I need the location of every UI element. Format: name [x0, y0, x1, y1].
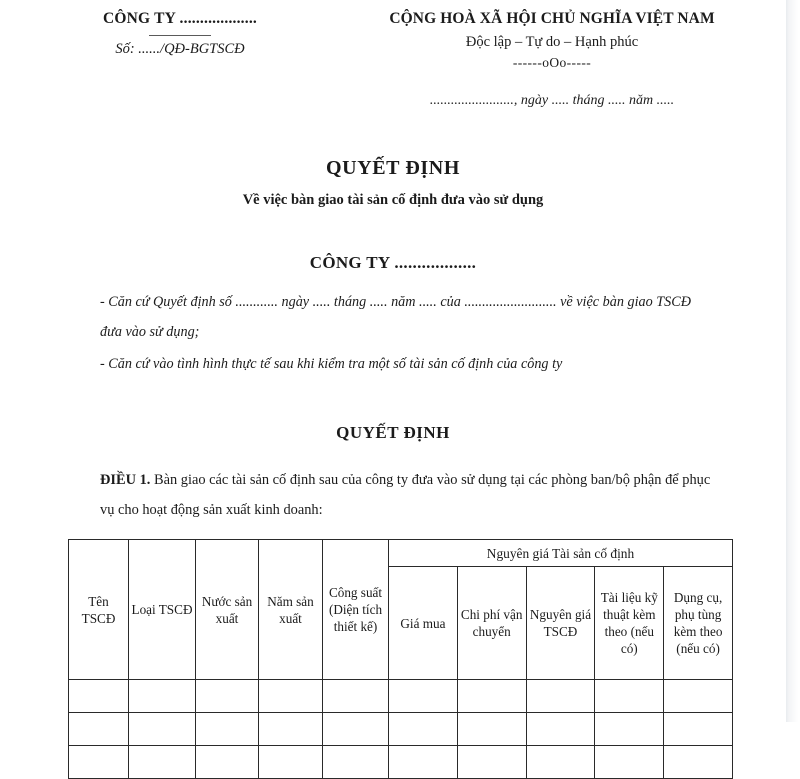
motto-separator-label: ------oOo----- [512, 55, 592, 70]
col-header-nam-san-xuat: Năm sản xuất [259, 540, 323, 680]
table-cell[interactable] [69, 680, 129, 713]
table-cell[interactable] [457, 680, 526, 713]
table-cell[interactable] [595, 713, 664, 746]
article-1-paragraph [0, 465, 786, 525]
header-left-block [0, 6, 360, 58]
basis-paragraph-2: - Căn cứ vào tình hình thực tế sau khi kiểm tra một số tài sản cố định của công ty [100, 356, 563, 372]
table-cell[interactable] [259, 746, 323, 779]
table-cell[interactable] [129, 746, 196, 779]
col-header-chi-phi-van-chuyen: Chi phí vận chuyển [457, 567, 526, 680]
table-cell[interactable] [389, 713, 458, 746]
table-row[interactable] [69, 713, 733, 746]
col-header-cong-suat: Công suất (Diện tích thiết kế) [323, 540, 389, 680]
table-cell[interactable] [323, 746, 389, 779]
col-header-nuoc-san-xuat: Nước sản xuất [196, 540, 259, 680]
document-number-label: Số: ....../QĐ-BGTSCĐ [115, 41, 245, 57]
national-title-label: CỘNG HOÀ XÃ HỘI CHỦ NGHĨA VIỆT NAM [389, 10, 715, 27]
col-header-ten-tscd: Tên TSCĐ [69, 540, 129, 680]
table-cell[interactable] [664, 713, 733, 746]
decision-subtitle: Về việc bàn giao tài sản cố định đưa vào sử dụng [242, 192, 544, 208]
table-cell[interactable] [457, 713, 526, 746]
place-date-label: ........................, ngày ..... tháng ..... năm ..... [429, 93, 675, 108]
table-cell[interactable] [259, 713, 323, 746]
basis-paragraph-1: - Căn cứ Quyết định số ............ ngày ..... tháng ..... năm ..... của .......................... về việc bàn giao TSCĐ đưa vào sử dụng; [100, 294, 691, 340]
table-cell[interactable] [389, 680, 458, 713]
col-header-gia-mua: Giá mua [389, 567, 458, 680]
table-cell[interactable] [526, 746, 595, 779]
document-header [0, 0, 786, 109]
company-center-title: CÔNG TY .................. [309, 253, 477, 272]
table-cell[interactable] [323, 713, 389, 746]
header-right-block [360, 6, 786, 109]
asset-table-empty-rows [69, 680, 733, 779]
col-header-dung-cu-phu-tung: Dụng cụ, phụ tùng kèm theo (nếu có) [664, 567, 733, 680]
asset-table-wrapper [0, 539, 786, 779]
table-cell[interactable] [595, 680, 664, 713]
table-cell[interactable] [259, 680, 323, 713]
table-cell[interactable] [526, 713, 595, 746]
table-cell[interactable] [69, 746, 129, 779]
table-cell[interactable] [129, 713, 196, 746]
header-divider-rule [149, 35, 211, 36]
decision-title-second: QUYẾT ĐỊNH [336, 423, 450, 442]
company-name-label: CÔNG TY ................... [103, 10, 257, 27]
article-1-text: Bàn giao các tài sản cố định sau của công ty đưa vào sử dụng tại các phòng ban/bộ phận để phục vụ cho hoạt động sản xuất kinh doanh: [100, 472, 711, 518]
table-cell[interactable] [69, 713, 129, 746]
col-header-tai-lieu-ky-thuat: Tài liệu kỹ thuật kèm theo (nếu có) [595, 567, 664, 680]
table-cell[interactable] [129, 680, 196, 713]
article-1-label: ĐIỀU 1. [100, 472, 151, 488]
table-cell[interactable] [389, 746, 458, 779]
table-cell[interactable] [664, 680, 733, 713]
col-group-header-nguyen-gia: Nguyên giá Tài sản cố định [389, 540, 733, 567]
table-row[interactable] [69, 680, 733, 713]
table-cell[interactable] [664, 746, 733, 779]
table-cell[interactable] [457, 746, 526, 779]
table-cell[interactable] [196, 746, 259, 779]
col-header-nguyen-gia-tscd: Nguyên giá TSCĐ [526, 567, 595, 680]
asset-table-body [69, 540, 733, 680]
table-group-header-row [69, 540, 733, 567]
col-header-loai-tscd: Loại TSCĐ [129, 540, 196, 680]
table-row[interactable] [69, 746, 733, 779]
table-cell[interactable] [196, 713, 259, 746]
table-cell[interactable] [595, 746, 664, 779]
table-cell[interactable] [196, 680, 259, 713]
decision-title: QUYẾT ĐỊNH [326, 157, 460, 179]
asset-table [68, 539, 733, 779]
table-cell[interactable] [526, 680, 595, 713]
page-right-edge [786, 0, 800, 722]
national-motto-label: Độc lập – Tự do – Hạnh phúc [465, 34, 639, 50]
table-cell[interactable] [323, 680, 389, 713]
